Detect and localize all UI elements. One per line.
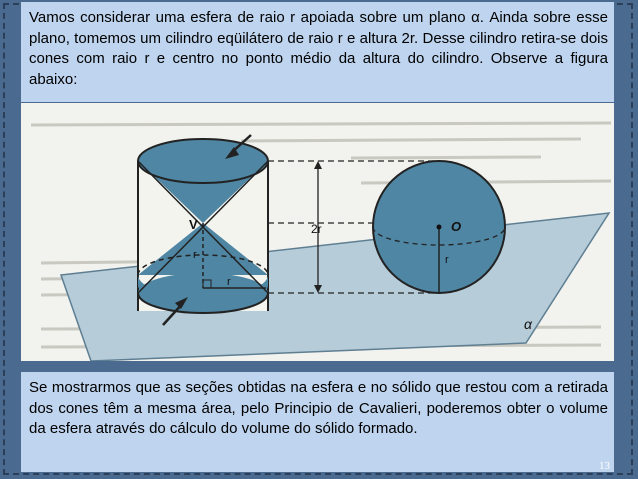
intro-text: Vamos considerar uma esfera de raio r apoiada sobre um plano α. Ainda sobre esse plano, tomemos um cilindro eqüilátero de raio r e altura 2r. Desse cilindro retira-se dois cones com raio r e centro no ponto médio da altura do cilindro. Observe a figura abaixo: [29,9,608,88]
conclusion-text: Se mostrarmos que as seções obtidas na esfera e no sólido que restou com a retirada dos cones têm a mesma área, pelo Principio de Cavalieri, poderemos obter o volume da esfera através do cálculo do volume do sólido formado. [29,379,608,437]
page-number: 13 [599,460,610,472]
geometry-figure [21,103,614,361]
sphere-center-label: O [451,219,462,234]
cylinder-top-base [138,139,268,183]
sphere-center-point [437,225,442,230]
cone-radius-label: r [227,276,231,288]
plane-label: α [524,316,532,332]
height-label: 2r [311,222,322,236]
conclusion-text-box [21,372,614,472]
sphere-radius-label: r [445,254,449,266]
figure-svg [21,103,614,361]
intro-text-box [21,2,614,102]
cone-height-label: r [193,249,197,261]
vertex-label: V [189,217,198,232]
